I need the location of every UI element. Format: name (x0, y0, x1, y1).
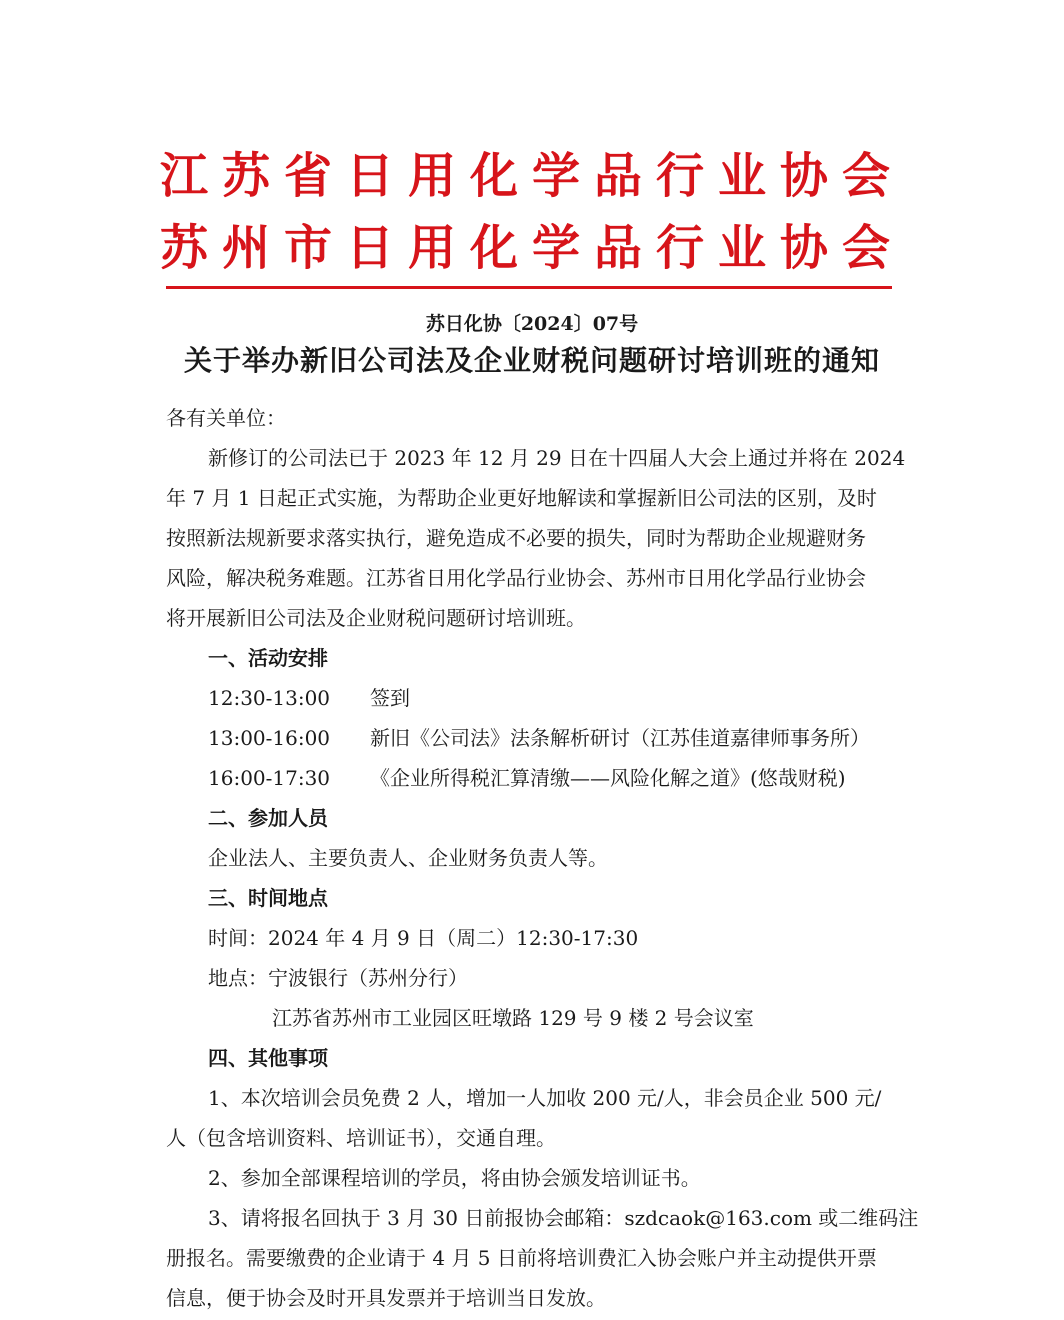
org-name-jiangsu: 江苏省日用化学品行业协会 (159, 148, 904, 204)
event-time: 时间：2024 年 4 月 9 日（周二）12:30-17:30 (208, 926, 639, 950)
org-name-suzhou: 苏州市日用化学品行业协会 (159, 220, 904, 276)
header-divider (166, 286, 892, 289)
other-item-3-line-2: 册报名。需要缴费的企业请于 4 月 5 日前将培训费汇入协会账户并主动提供开票 (166, 1246, 877, 1270)
other-item-1-line-1: 1、本次培训会员免费 2 人，增加一人加收 200 元/人，非会员企业 500 元/ (208, 1086, 882, 1110)
section-heading-schedule: 一、活动安排 (208, 646, 328, 670)
other-item-2: 2、参加全部课程培训的学员，将由协会颁发培训证书。 (208, 1166, 701, 1190)
section-heading-participants: 二、参加人员 (208, 806, 328, 830)
salutation: 各有关单位： (166, 406, 286, 430)
intro-line-4: 风险，解决税务难题。江苏省日用化学品行业协会、苏州市日用化学品行业协会 (166, 566, 866, 590)
schedule-item-2: 新旧《公司法》法条解析研讨（江苏佳道嘉律师事务所） (370, 726, 870, 750)
event-address: 江苏省苏州市工业园区旺墩路 129 号 9 楼 2 号会议室 (272, 1006, 754, 1030)
schedule-time-1: 12:30-13:00 (208, 686, 331, 710)
intro-line-5: 将开展新旧公司法及企业财税问题研讨培训班。 (166, 606, 586, 630)
other-item-3-line-1: 3、请将报名回执于 3 月 30 日前报协会邮箱：szdcaok@163.com 或二维码注 (208, 1206, 919, 1230)
schedule-time-2: 13:00-16:00 (208, 726, 331, 750)
intro-line-1: 新修订的公司法已于 2023 年 12 月 29 日在十四届人大会上通过并将在 2024 (208, 446, 906, 470)
schedule-item-3: 《企业所得税汇算清缴——风险化解之道》(悠哉财税) (370, 766, 846, 790)
document-title: 关于举办新旧公司法及企业财税问题研讨培训班的通知 (183, 344, 880, 377)
intro-line-2: 年 7 月 1 日起正式实施，为帮助企业更好地解读和掌握新旧公司法的区别，及时 (166, 486, 877, 510)
section-heading-time-place: 三、时间地点 (208, 886, 328, 910)
event-place: 地点：宁波银行（苏州分行） (208, 966, 468, 990)
other-item-3-line-3: 信息，便于协会及时开具发票并于培训当日发放。 (166, 1286, 606, 1310)
document-number: 苏日化协〔2024〕07号 (425, 313, 639, 335)
other-item-1-line-2: 人（包含培训资料、培训证书），交通自理。 (166, 1126, 556, 1150)
participants-text: 企业法人、主要负责人、企业财务负责人等。 (208, 846, 608, 870)
schedule-time-3: 16:00-17:30 (208, 766, 331, 790)
intro-line-3: 按照新法规新要求落实执行，避免造成不必要的损失，同时为帮助企业规避财务 (166, 526, 866, 550)
section-heading-other: 四、其他事项 (208, 1046, 328, 1070)
schedule-item-1: 签到 (370, 686, 410, 710)
